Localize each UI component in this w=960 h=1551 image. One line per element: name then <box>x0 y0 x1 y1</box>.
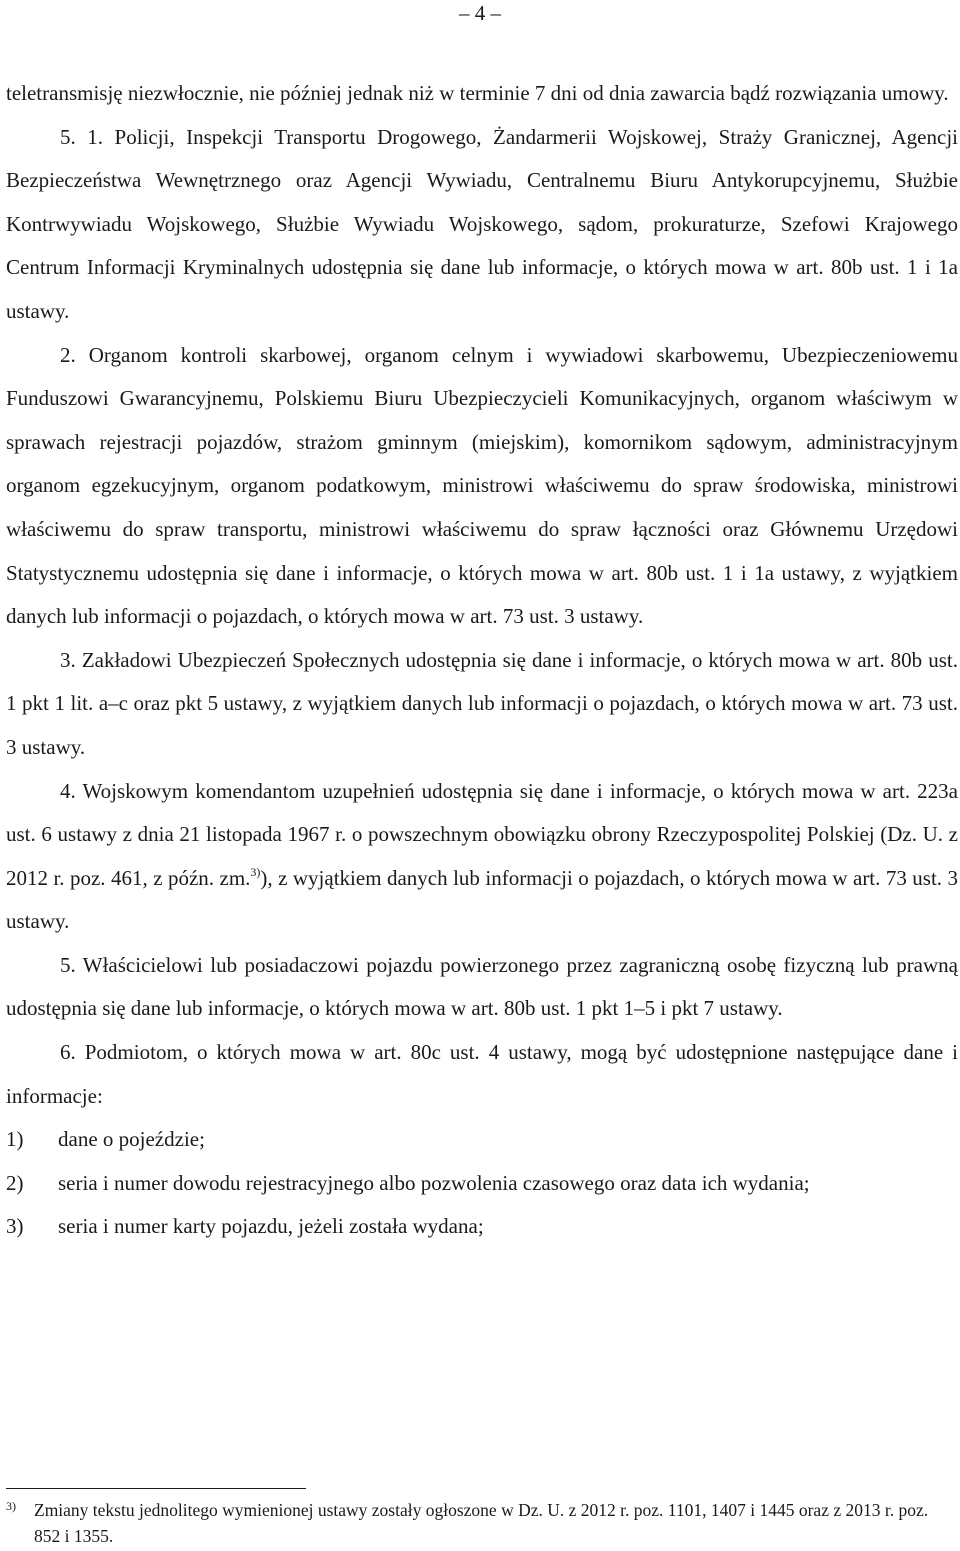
footnote-divider <box>6 1488 306 1489</box>
list-item-number: 2) <box>6 1170 24 1195</box>
list-item-text: dane o pojeździe; <box>58 1127 205 1152</box>
paragraph-section-5-2: 2. Organom kontroli skarbowej, organom celnym i wywiadowi skarbowemu, Ubezpieczeniowemu Funduszowi Gwarancyjnemu, Polskiemu Biuru Ubezpieczycieli Komunikacyjnych, organom właściwym w sprawach rejestracji pojazdów, strażom gminnym (miejskim), komornikom sądowym, administracyjnym organom egzekucyjnym, organom podatkowym, ministrowi właściwemu do spraw środowiska, ministrowi właściwemu do spraw transportu, ministrowi właściwemu do spraw łączności oraz Głównemu Urzędowi Statystycznemu udostępnia się dane i informacje, o których mowa w art. 80b ust. 1 i 1a ustawy, z wyjątkiem danych lub informacji o pojazdach, o których mowa w art. 73 ust. 3 ustawy. <box>6 342 958 629</box>
footnote-reference: 3) <box>250 864 261 879</box>
list-item-number: 1) <box>6 1127 24 1152</box>
paragraph-section-5-4-text: 4. Wojskowym komendantom uzupełnień udostępnia się dane i informacje, o których mowa w art. 223a ust. 6 ustawy z dnia 21 listopada 1967 r. o powszechnym obowiązku obrony Rzeczypospolitej Polskiej (Dz. U. z 2012 r. poz. 461, z późn. zm. <box>6 778 958 890</box>
list-item-number: 3) <box>6 1214 24 1239</box>
list-item-text: seria i numer dowodu rejestracyjnego albo pozwolenia czasowego oraz data ich wydania; <box>58 1170 810 1195</box>
list-item-text: seria i numer karty pojazdu, jeżeli została wydana; <box>58 1214 484 1239</box>
list-item <box>6 1118 958 1162</box>
list-item <box>6 1205 958 1249</box>
footnote-text: Zmiany tekstu jednolitego wymienionej ustawy zostały ogłoszone w Dz. U. z 2012 r. poz. 1101, 1407 i 1445 oraz z 2013 r. poz. 852 i 1355. <box>34 1500 929 1546</box>
footnote-mark: 3) <box>6 1499 16 1513</box>
paragraph-section-5-1: 5. 1. Policji, Inspekcji Transportu Drogowego, Żandarmerii Wojskowej, Straży Granicznej, Agencji Bezpieczeństwa Wewnętrznego oraz Agencji Wywiadu, Centralnemu Biuru Antykorupcyjnemu, Służbie Kontrwywiadu Wojskowego, Służbie Wywiadu Wojskowego, sądom, prokuraturze, Szefowi Krajowego Centrum Informacji Kryminalnych udostępnia się dane lub informacje, o których mowa w art. 80b ust. 1 i 1a ustawy. <box>6 124 958 323</box>
paragraph-section-5-6: 6. Podmiotom, o których mowa w art. 80c ust. 4 ustawy, mogą być udostępnione następujące dane i informacje: <box>6 1040 958 1108</box>
page-number: – 4 – <box>459 1 501 25</box>
paragraph-section-5-4-text-end: ), z wyjątkiem danych lub informacji o pojazdach, o których mowa w art. 73 ust. 3 ustawy. <box>6 865 959 934</box>
paragraph-section-5-5: 5. Właścicielowi lub posiadaczowi pojazdu powierzonego przez zagraniczną osobę fizyczną lub prawną udostępnia się dane lub informacje, o których mowa w art. 80b ust. 1 pkt 1–5 i pkt 7 ustawy. <box>6 952 958 1021</box>
paragraph-continuation: teletransmisję niezwłocznie, nie później jednak niż w terminie 7 dni od dnia zawarcia bądź rozwiązania umowy. <box>6 81 949 105</box>
document-body <box>6 72 958 1249</box>
paragraph-section-5-4 <box>6 770 958 944</box>
list-item <box>6 1162 958 1206</box>
paragraph-section-5-3: 3. Zakładowi Ubezpieczeń Społecznych udostępnia się dane i informacje, o których mowa w art. 80b ust. 1 pkt 1 lit. a–c oraz pkt 5 ustawy, z wyjątkiem danych lub informacji o pojazdach, o których mowa w art. 73 ust. 3 ustawy. <box>6 647 958 759</box>
footnote <box>6 1497 958 1549</box>
